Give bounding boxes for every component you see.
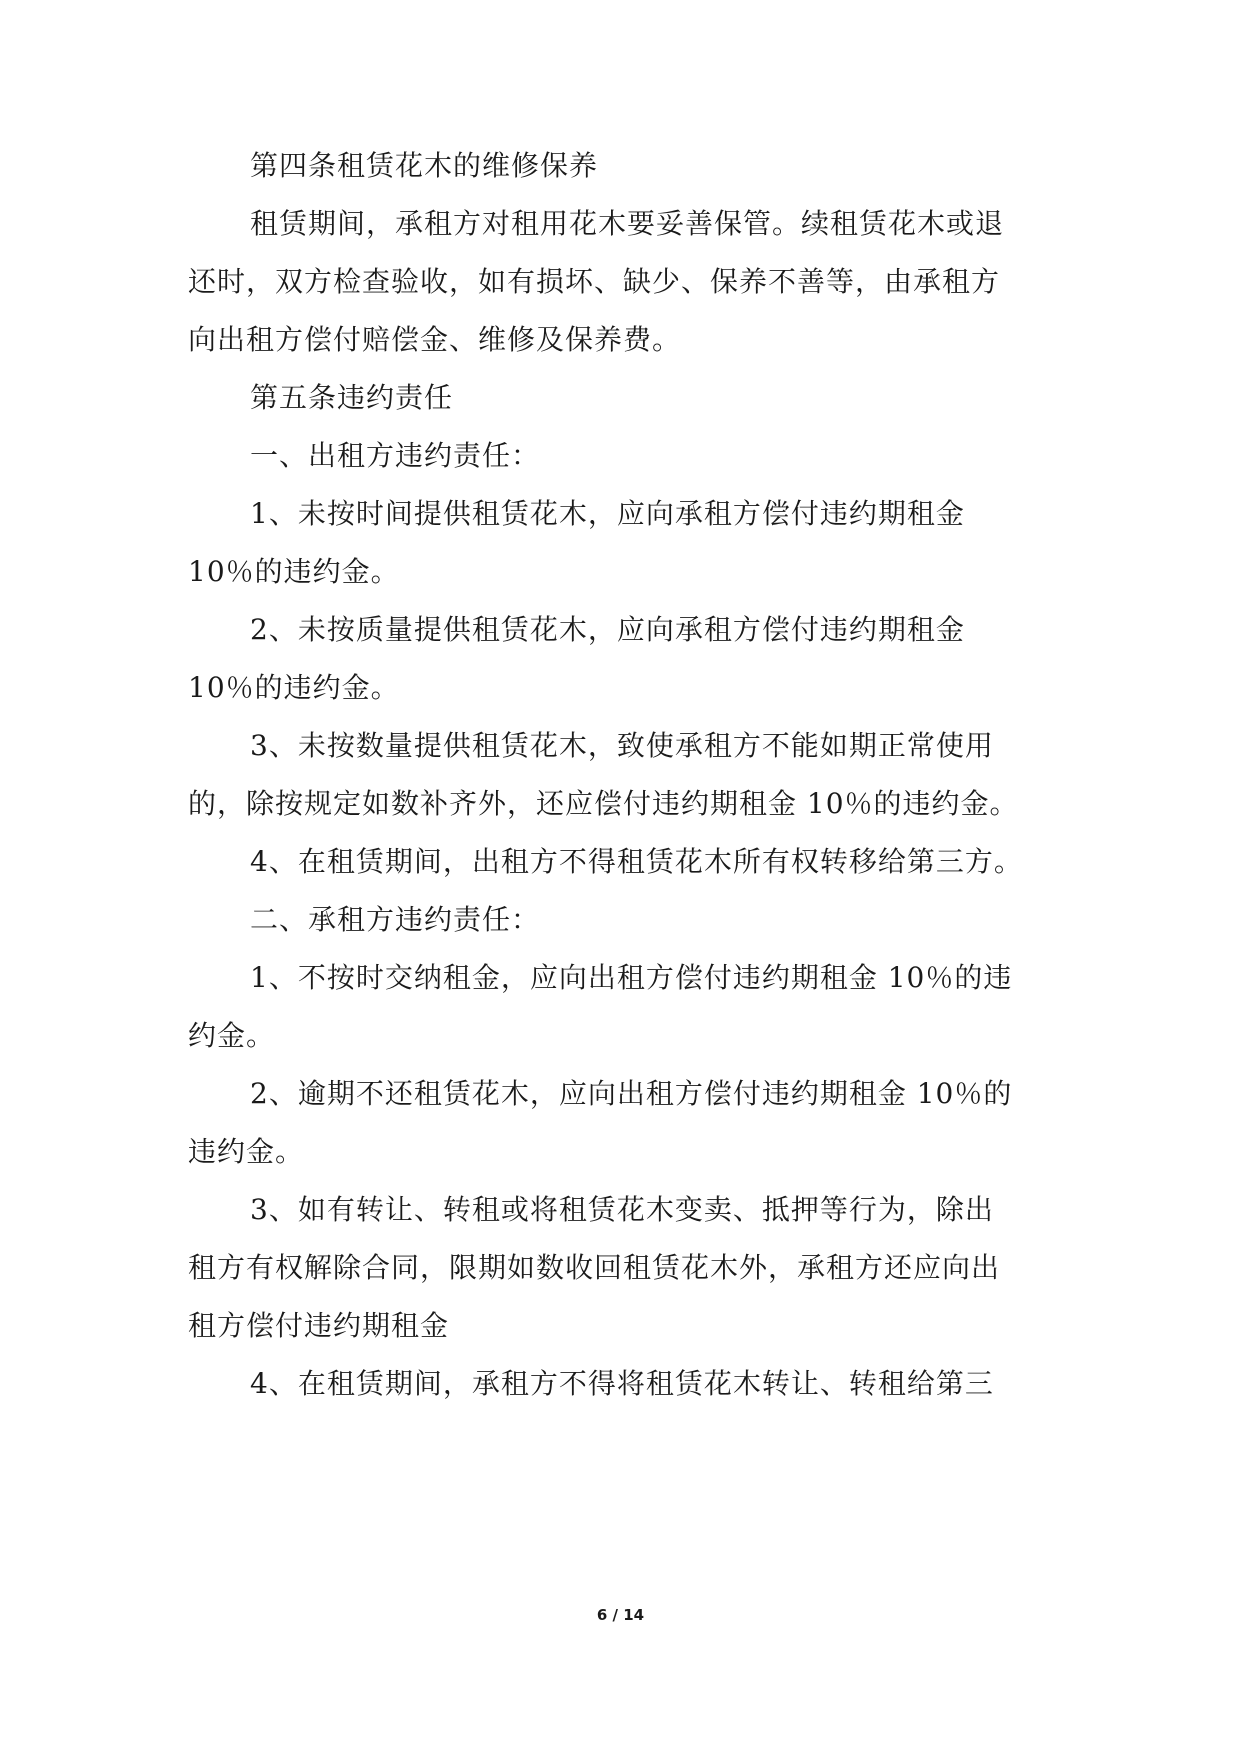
paragraph-line: 租赁期间，承租方对租用花木要妥善保管。续租赁花木或退 [250, 207, 1005, 240]
paragraph-line: 还时，双方检查验收，如有损坏、缺少、保养不善等，由承租方 [188, 265, 1001, 298]
subheading-lessor-liability: 一、出租方违约责任： [250, 439, 541, 472]
paragraph-line: 2、逾期不还租赁花木，应向出租方偿付违约期租金 10％的 [250, 1077, 1013, 1110]
paragraph-line: 租方偿付违约期租金 [188, 1309, 450, 1342]
paragraph-line: 3、未按数量提供租赁花木，致使承租方不能如期正常使用 [250, 729, 994, 762]
paragraph-line: 10％的违约金。 [188, 555, 400, 588]
heading-article-5: 第五条违约责任 [250, 381, 454, 414]
paragraph-line: 违约金。 [188, 1135, 305, 1168]
paragraph-line: 约金。 [188, 1019, 276, 1052]
paragraph-line: 的，除按规定如数补齐外，还应偿付违约期租金 10％的违约金。 [188, 787, 1019, 820]
document-page [188, 0, 1068, 1754]
paragraph-line: 1、未按时间提供租赁花木，应向承租方偿付违约期租金 [250, 497, 965, 530]
heading-article-4: 第四条租赁花木的维修保养 [250, 149, 599, 182]
paragraph-line: 4、在租赁期间，承租方不得将租赁花木转让、转租给第三 [250, 1367, 994, 1400]
paragraph-line: 租方有权解除合同，限期如数收回租赁花木外，承租方还应向出 [188, 1251, 1001, 1284]
paragraph-line: 4、在租赁期间，出租方不得租赁花木所有权转移给第三方。 [250, 845, 1023, 878]
paragraph-line: 3、如有转让、转租或将租赁花木变卖、抵押等行为，除出 [250, 1193, 994, 1226]
paragraph-line: 10％的违约金。 [188, 671, 400, 704]
paragraph-line: 1、不按时交纳租金，应向出租方偿付违约期租金 10％的违 [250, 961, 1013, 994]
subheading-lessee-liability: 二、承租方违约责任： [250, 903, 541, 936]
paragraph-line: 向出租方偿付赔偿金、维修及保养费。 [188, 323, 682, 356]
paragraph-line: 2、未按质量提供租赁花木，应向承租方偿付违约期租金 [250, 613, 965, 646]
page-number: 6 / 14 [596, 1606, 645, 1624]
